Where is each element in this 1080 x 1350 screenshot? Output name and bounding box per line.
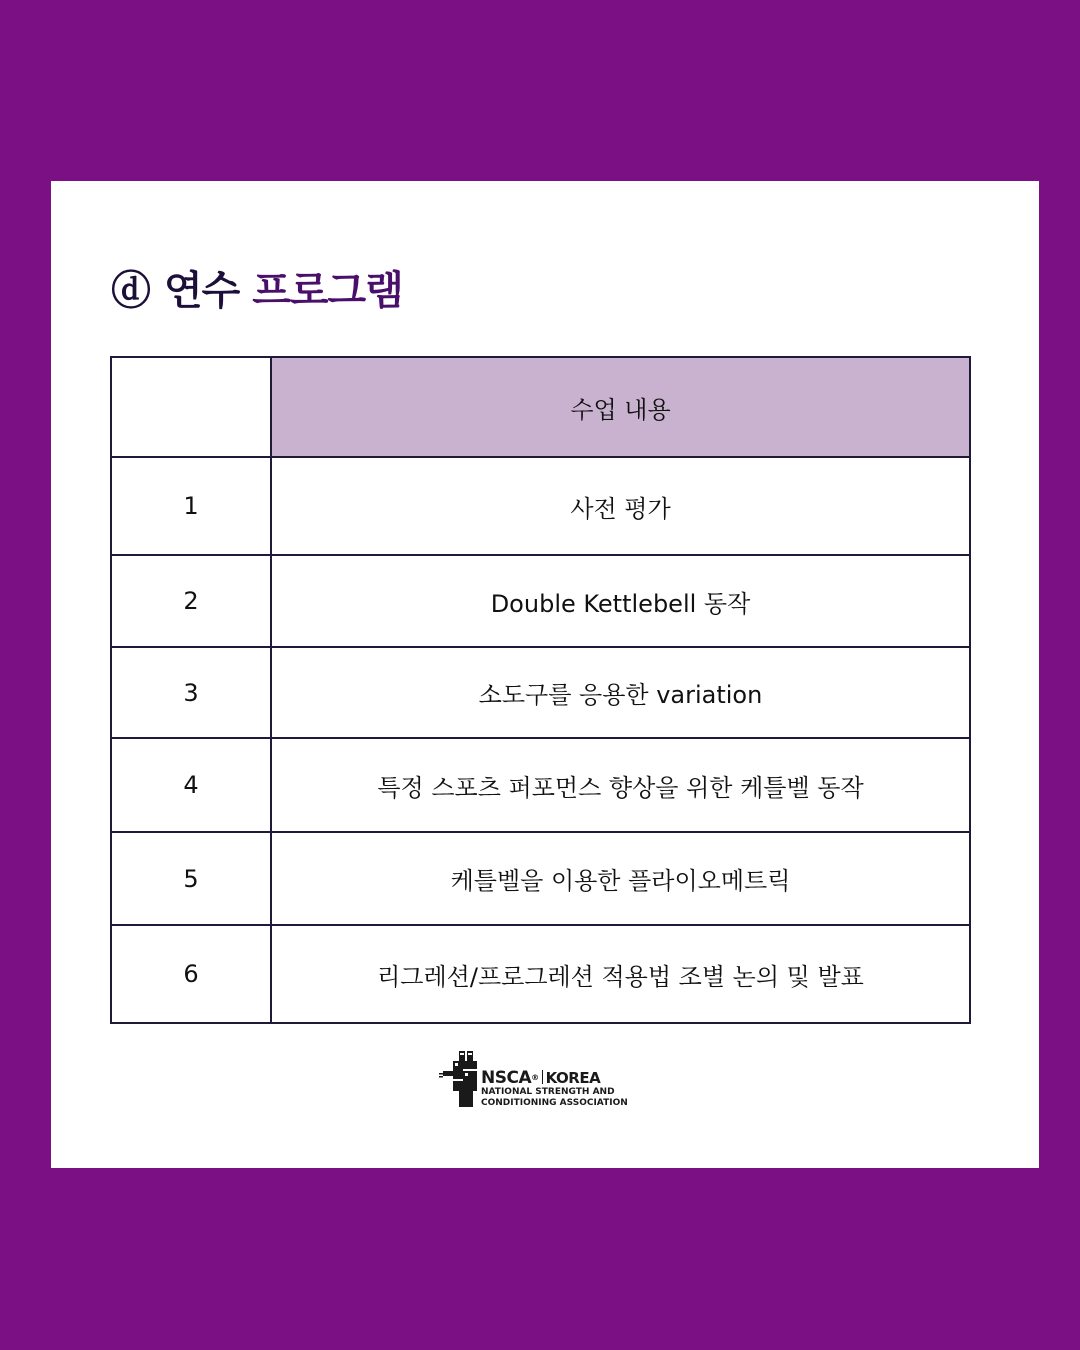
logo-line2: NATIONAL STRENGTH AND bbox=[481, 1087, 615, 1097]
row-content: Double Kettlebell 동작 bbox=[271, 555, 970, 647]
row-number: 3 bbox=[111, 647, 271, 738]
row-number: 6 bbox=[111, 925, 271, 1023]
table-row bbox=[111, 457, 970, 555]
row-content: 사전 평가 bbox=[271, 457, 970, 555]
table-row bbox=[111, 647, 970, 738]
content-card bbox=[51, 181, 1039, 1168]
table-row bbox=[111, 738, 970, 832]
row-content: 소도구를 응용한 variation bbox=[271, 647, 970, 738]
logo-line3: CONDITIONING ASSOCIATION bbox=[481, 1098, 628, 1108]
logo-divider bbox=[542, 1070, 543, 1084]
header-content-cell: 수업 내용 bbox=[271, 357, 970, 457]
row-content: 특정 스포츠 퍼포먼스 향상을 위한 케틀벨 동작 bbox=[271, 738, 970, 832]
row-content: 리그레션/프로그레션 적용법 조별 논의 및 발표 bbox=[271, 925, 970, 1023]
row-content: 케틀벨을 이용한 플라이오메트릭 bbox=[271, 832, 970, 925]
table-row bbox=[111, 555, 970, 647]
row-number: 5 bbox=[111, 832, 271, 925]
logo-line1 bbox=[481, 1069, 628, 1087]
row-number: 2 bbox=[111, 555, 271, 647]
title-part1: 연수 bbox=[164, 268, 240, 314]
nsca-logo-icon bbox=[439, 1049, 481, 1109]
program-table bbox=[110, 356, 971, 1024]
page-title bbox=[111, 259, 403, 316]
logo-text bbox=[481, 1069, 628, 1109]
logo-brand: NSCA bbox=[481, 1068, 532, 1088]
header-number-cell bbox=[111, 357, 271, 457]
title-part2: 프로그램 bbox=[252, 268, 403, 314]
table-row bbox=[111, 832, 970, 925]
table-row bbox=[111, 925, 970, 1023]
nsca-korea-logo bbox=[439, 1049, 659, 1111]
logo-registered-mark: ® bbox=[531, 1073, 539, 1082]
row-number: 1 bbox=[111, 457, 271, 555]
logo-region: KOREA bbox=[545, 1069, 601, 1087]
title-marker: ⓓ bbox=[111, 268, 150, 314]
row-number: 4 bbox=[111, 738, 271, 832]
table-header-row bbox=[111, 357, 970, 457]
